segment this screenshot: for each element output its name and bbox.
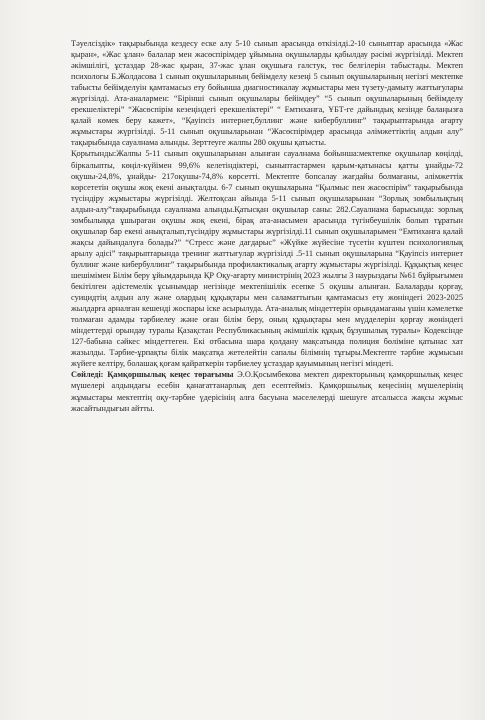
paragraph-conclusion [71,148,463,369]
paragraph-events-text: Тәуелсіздік» тақырыбында кездесу еске алу 5-10 сынып арасында өткізілді.2-10 сыныптар арасында «Жас қыран», «Жас ұлан» балалар мен жасөспірімдер ұйымына оқушыларды қабылдау рәсімі жүргізілді. Мектеп әкімшілігі, ұстаздар 28-жас қыран, 37-жас ұлан оқушыға галстук, төс белгілерін табыстады. Мектеп психологы Б.Жолдасова 1 сынып оқушыларының бейімделу кезеңі 5 сынып оқушыларының негізгі мектепке табысты бейімделуін қамтамасыз ету бойынша диагностикалау жұмыстары мен түзету-дамыту жаттығулары жүргізілді. Ата-аналармен: “Бірінші сынып оқушылары бейімдеу” “5 сынып оқушыларының бейімделу ерекшеліктері” “Жасөспірім кезеңіндегі ерекшеліктері” “ Емтиханға, ҰБТ-ге дайындық кезінде балаңызға қалай көмек беру кажет», “Қауіпсіз интернет,буллинг және кибербуллинг” тақырыптарында ағарту жұмыстары жүргізілді. 5-11 сынып оқушыларынан “Жасөспірімдер арасында әлімжеттіктің алдын алу” тақырыбында сауалнама алынды. Зерттеуге жалпы 280 оқушы қатысты. [71,39,463,148]
paragraph-speaker [71,369,463,413]
paragraph-events [71,38,463,148]
document-body [71,38,463,414]
paragraph-speaker-text: Э.О.Қосымбекова мектеп директорының қамқоршылық кеңес мүшелері алдындағы есебін қанағаттанарлық деп есептейміз. Қамқоршылық кеңесінің мүшелерінің жұмыстары мектептің оқу-тәрбие үдерісінің алға басуына мәселелерді шешуге атсалысса жақсы жұмыс жасайтындығын айтты. [71,370,463,413]
paragraph-conclusion-text: Қорытынды:Жалпы 5-11 сынып оқушыларынан алынған сауалнама бойынша:мектепке оқушылар көңілді, біркалыпты, көңіл-күйімен 99,6% келетіндіктері, сыныптастармен қарым-қатынасы қатты ұнайды-72 оқушы-24,8%, ұнайды- 217оқушы-74,8% көрсетті. Мектепте бопсалау жағдайы болмағаны, әлімжеттік көрсететін оқушы жоқ екені анықталды. 6-7 сынып оқушыларына “Қылмыс пен жасөспірім” тақырыбында түсіндіру жұмыстары жүргізілді. Желтоқсан айында 5-11 сынып оқушыларынан “Зорлық зомбылықтың алдын-алу”тақырыбында сауалнама алынды.Қатысқан оқушылар саны: 282.Сауалнама барысында: зорлық зомбылыққа ұшыраған оқушы жоқ екені, бірақ ата-анасымен арасында түгінбеушілік болып тұратын оқушылар бар екені анықталып,түсіндіру жұмыстары жүргізілді.11 сынып оқушыларымен “Емтиханға қалай жақсы дайындалуға болады?” “Стресс және дағдарыс” «Жүйке жүйесіне түсетін күштен психологиялық арылу әдісі” тақырыптарында тренинг жаттығулар жүргізілді .5-11 сынып оқушыларына “Қауіпсіз интернет буллинг және кибербуллинг” тақырыбында профилактикалық ағарту жұмыстары жүргізілді. Құқықтық кеңес шешімімен Білім беру ұйымдарында ҚР Оқу-ағарту министрінің 2023 жылғы 3 наурыздағы №61 бұйрығымен бекітілген әдістемелік ұсынымдар негізінде мектепішілік есепке 5 оқушы алынған. Балаларды қорғау, суицидтің алдын алу және олардың құқықтары мен саламаттығын қамтамасыз ету жөніндегі 2023-2025 жылдарға арналған кешенді жоспары іске асырылуда. Ата-аналық міндеттерін орындамаганы үшін кәмелетке толмаған адамды тәрбиелеу және оған білім беру, оның құқықтары мен мүдделерін қорғау жөніндегі міндеттерді орындау туралы Қазақстан Республикасының әкімшілік құқық бұзушылық туралы» Кодексінде 127-бабына сәйкес міндеттеген. Екі отбасына шара қолдану мақсатында полиция бөліміне қатынас хат жазылды. Тәрбие-ұрпақты бiлiк мақсатқа жетелейтiн сапалы бiлiмнiң тұғыры.Мектепте тәрбие жұмысын жүйеге келтіру, болашақ қоғам қайраткерін тәрбиелеу ұстаздар қауымының негізгі міндеті. [71,149,463,369]
speaker-lead: Сөйледі: Қамқоршылық кеңес төрағымы [71,370,234,380]
